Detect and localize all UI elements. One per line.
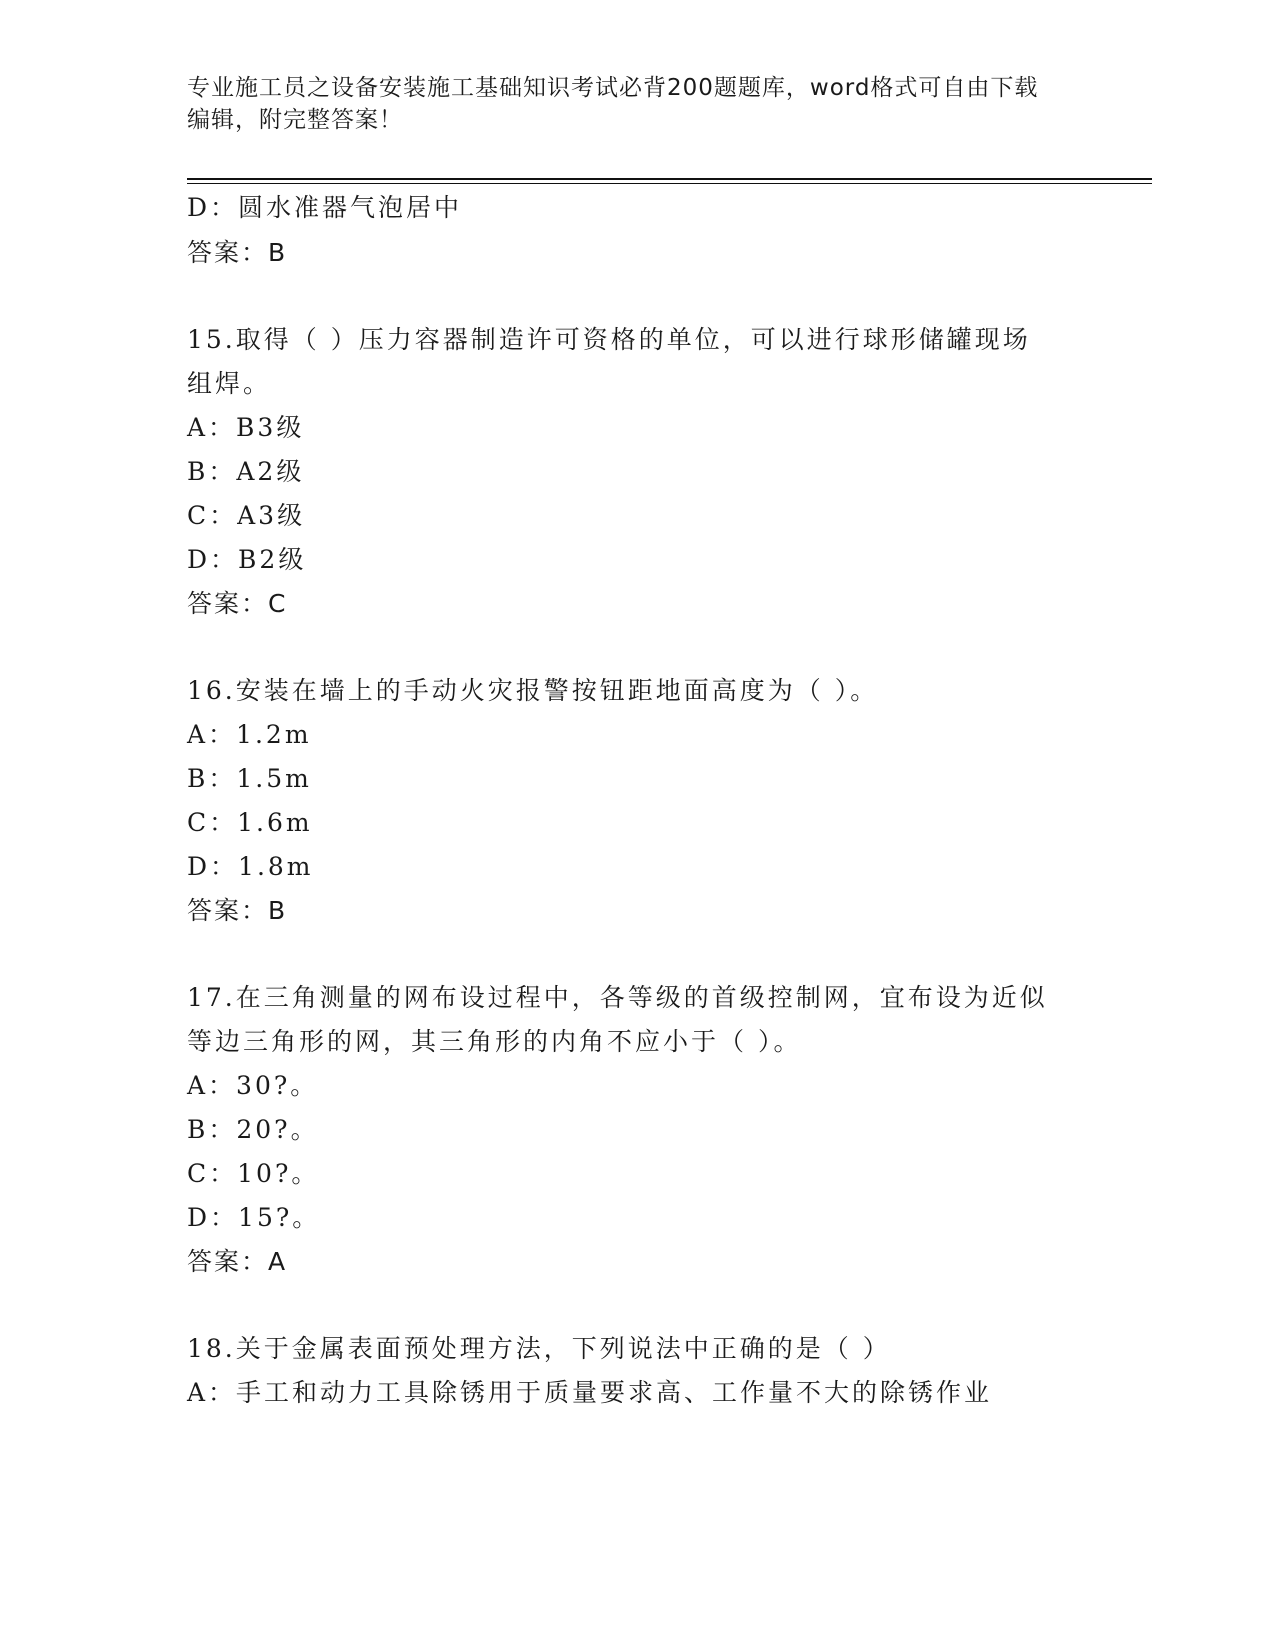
question-16-option-c: C：1.6m	[187, 808, 313, 837]
header-divider-thin	[187, 183, 1152, 184]
question-17-option-a: A：30?。	[187, 1071, 319, 1100]
header-line-1: 专业施工员之设备安装施工基础知识考试必背200题题库，word格式可自由下载	[187, 75, 1039, 101]
question-17-stem-cont: 等边三角形的网，其三角形的内角不应小于（ ）。	[187, 1027, 802, 1056]
question-16-option-b: B：1.5m	[187, 764, 312, 793]
header-line-2: 编辑，附完整答案！	[187, 107, 403, 133]
question-16-option-a: A：1.2m	[187, 720, 312, 749]
question-16-answer: 答案：B	[187, 896, 288, 925]
question-17-option-d: D：15?。	[187, 1203, 321, 1232]
question-15-option-d: D：B2级	[187, 545, 307, 574]
question-17-option-b: B：20?。	[187, 1115, 319, 1144]
document-header	[187, 72, 1067, 136]
question-17-answer: 答案：A	[187, 1247, 288, 1276]
answer-label: 答案：B	[187, 238, 288, 267]
question-17-stem: 17.在三角测量的网布设过程中，各等级的首级控制网，宜布设为近似	[187, 983, 1048, 1012]
header-divider-thick	[187, 178, 1152, 180]
question-15-stem: 15.取得（ ）压力容器制造许可资格的单位，可以进行球形储罐现场	[187, 325, 1031, 354]
question-15-answer: 答案：C	[187, 589, 288, 618]
question-15-option-a: A：B3级	[187, 413, 305, 442]
question-17-option-c: C：10?。	[187, 1159, 320, 1188]
question-16-option-d: D：1.8m	[187, 852, 314, 881]
question-15-stem-cont: 组焊。	[187, 369, 272, 398]
question-15-option-b: B：A2级	[187, 457, 305, 486]
question-15-option-c: C：A3级	[187, 501, 306, 530]
option-d: D：圆水准器气泡居中	[187, 193, 463, 222]
question-18-option-a: A：手工和动力工具除锈用于质量要求高、工作量不大的除锈作业	[187, 1378, 993, 1407]
question-16-stem: 16.安装在墙上的手动火灾报警按钮距地面高度为（ ）。	[187, 676, 879, 705]
question-18-stem: 18.关于金属表面预处理方法，下列说法中正确的是（ ）	[187, 1334, 891, 1363]
